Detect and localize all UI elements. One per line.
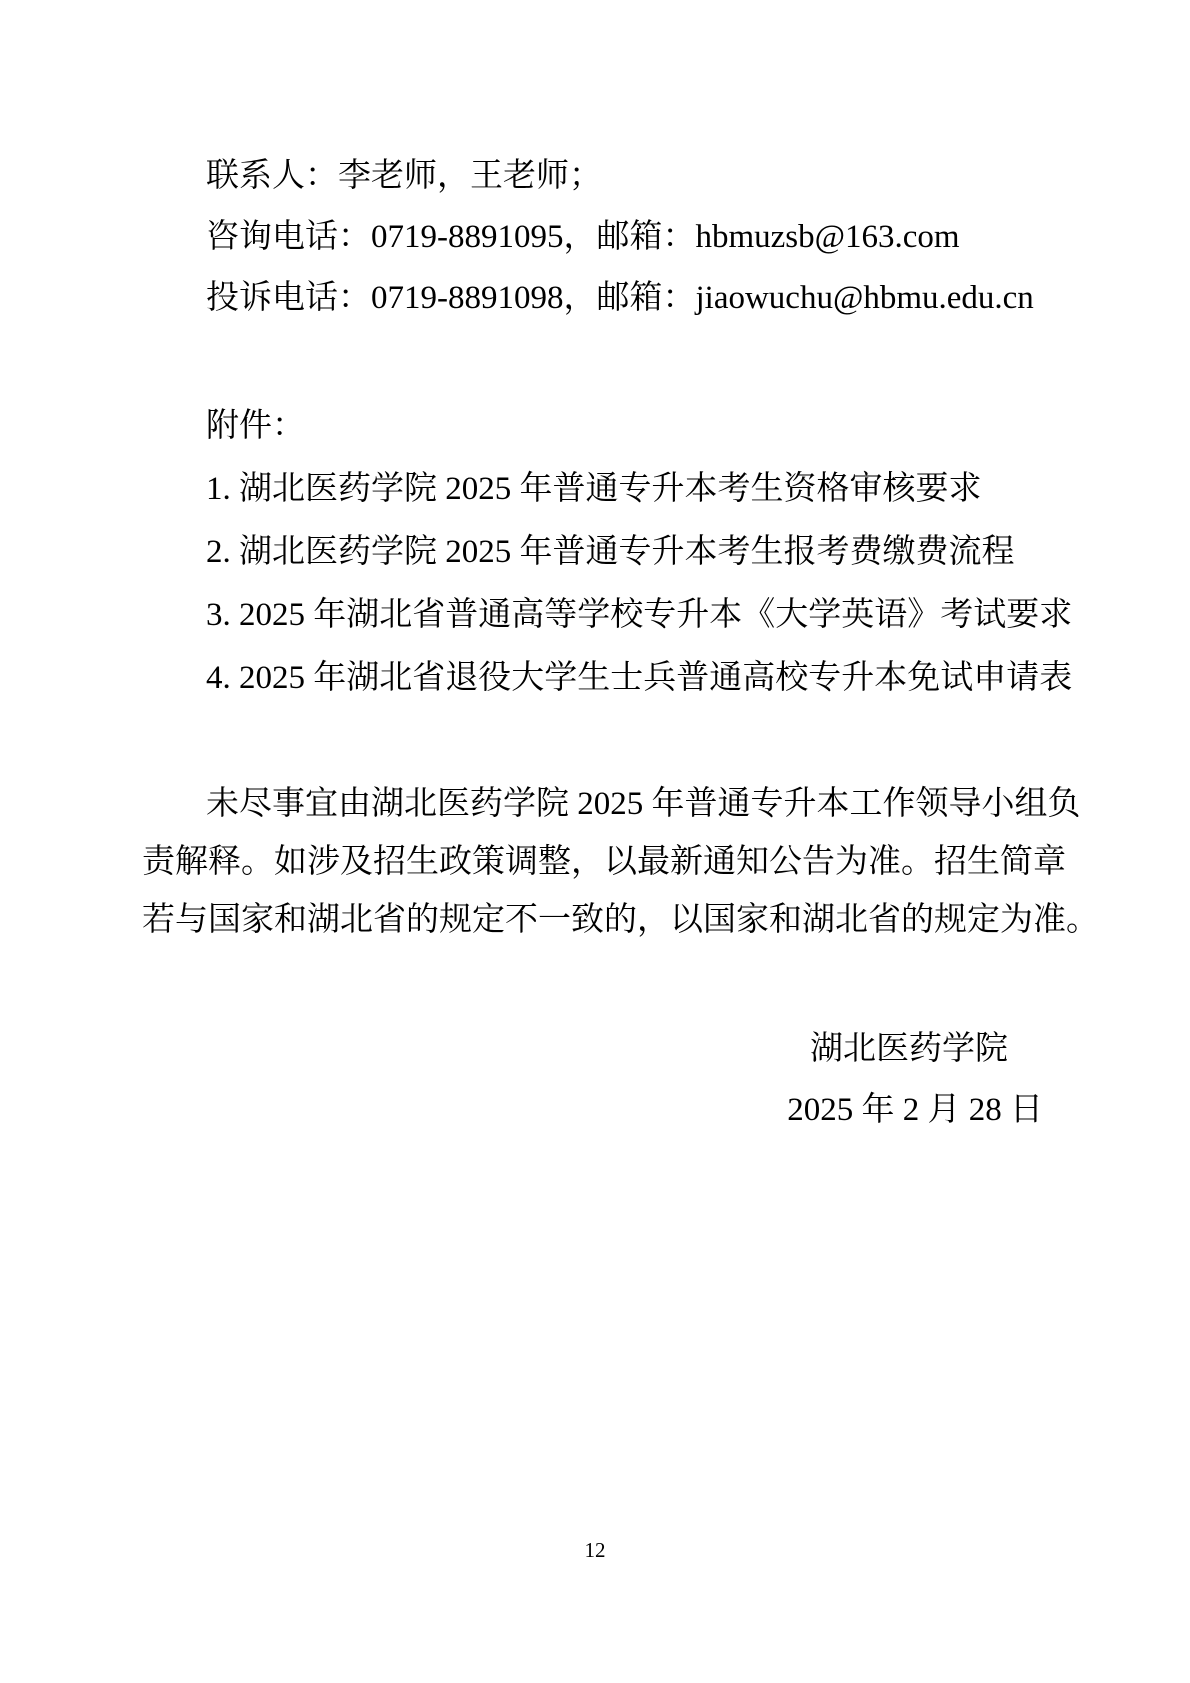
signature-section — [142, 1019, 1045, 1141]
attachments-section — [142, 395, 1073, 710]
complaint-phone-line: 投诉电话：0719-8891098，邮箱：jiaowuchu@hbmu.edu.cn — [206, 280, 1034, 316]
closing-line-3: 若与国家和湖北省的规定不一致的，以国家和湖北省的规定为准。 — [142, 902, 1099, 938]
contact-section — [142, 146, 1045, 329]
attachment-item-4: 4. 2025 年湖北省退役大学生士兵普通高校专升本免试申请表 — [206, 660, 1073, 696]
consult-phone-line: 咨询电话：0719-8891095，邮箱：hbmuzsb@163.com — [206, 219, 960, 255]
contact-person-line: 联系人：李老师，王老师； — [206, 158, 602, 194]
signature-date: 2025 年 2 月 28 日 — [787, 1092, 1043, 1128]
attachment-item-3: 3. 2025 年湖北省普通高等学校专升本《大学英语》考试要求 — [206, 597, 1073, 633]
closing-line-2: 责解释。如涉及招生政策调整，以最新通知公告为准。招生简章 — [142, 844, 1066, 880]
closing-paragraph — [142, 775, 1099, 949]
attachment-item-1: 1. 湖北医药学院 2025 年普通专升本考生资格审核要求 — [206, 471, 982, 507]
signature-org: 湖北医药学院 — [810, 1031, 1008, 1067]
closing-line-1: 未尽事宜由湖北医药学院 2025 年普通专升本工作领导小组负 — [206, 786, 1081, 822]
attachments-heading: 附件： — [206, 408, 305, 444]
page-number: 12 — [584, 1538, 606, 1562]
document-body — [142, 146, 1099, 1141]
attachment-item-2: 2. 湖北医药学院 2025 年普通专升本考生报考费缴费流程 — [206, 534, 1015, 570]
